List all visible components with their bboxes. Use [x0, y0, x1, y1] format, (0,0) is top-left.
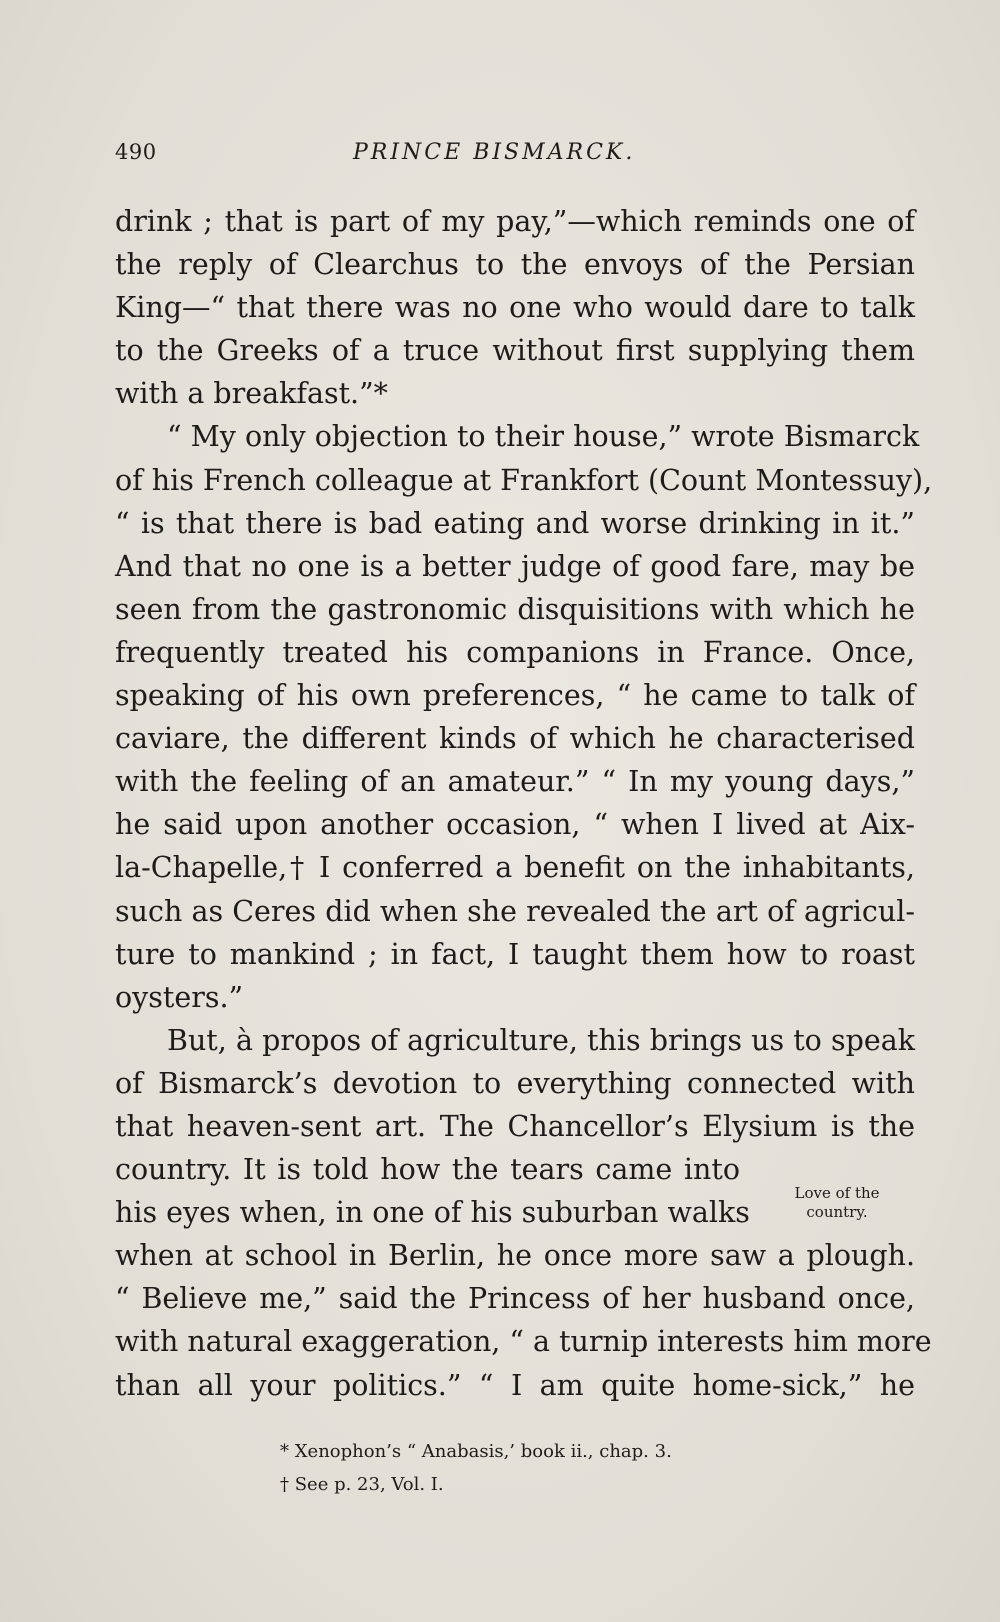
text-line: his eyes when, in one of his suburban walks: [115, 1196, 750, 1230]
text-line: caviare, the different kinds of which he characterised: [115, 722, 915, 756]
text-line: And that no one is a better judge of good fare, may be: [115, 549, 915, 583]
footnote: * Xenophon’s “ Anabasis,’ book ii., chap. 3.: [280, 1441, 672, 1462]
running-title: PRINCE BISMARCK.: [353, 140, 636, 165]
text-line: frequently treated his companions in France. Once,: [115, 635, 915, 669]
text-line: But, à propos of agriculture, this brings us to speak: [167, 1023, 915, 1057]
text-line: that heaven-sent art. The Chancellor’s Elysium is the: [115, 1109, 915, 1143]
text-line: King—“ that there was no one who would dare to talk: [115, 291, 915, 325]
page-number: 490: [115, 140, 157, 164]
text-line: the reply of Clearchus to the envoys of the Persian: [115, 248, 915, 282]
text-line: “ is that there is bad eating and worse drinking in it.”: [115, 506, 915, 540]
text-line: oysters.”: [115, 980, 244, 1014]
text-line: with natural exaggeration, “ a turnip interests him more: [115, 1325, 932, 1359]
text-line: of Bismarck’s devotion to everything connected with: [115, 1066, 915, 1100]
body-text: [115, 200, 933, 1407]
margin-note-line: Love of the: [794, 1184, 880, 1202]
text-line: he said upon another occasion, “ when I lived at Aix-: [115, 808, 915, 842]
text-line: with a breakfast.”*: [115, 377, 388, 411]
footnote: † See p. 23, Vol. I.: [280, 1474, 444, 1495]
text-line: when at school in Berlin, he once more saw a plough.: [115, 1239, 915, 1273]
text-line: drink ; that is part of my pay,”—which reminds one of: [115, 205, 915, 238]
text-line: than all your politics.” “ I am quite home-sick,” he: [115, 1368, 915, 1402]
text-line: seen from the gastronomic disquisitions with which he: [115, 592, 915, 626]
page-header: [115, 140, 915, 172]
text-line: country. It is told how the tears came into: [115, 1153, 740, 1187]
text-line: “ Believe me,” said the Princess of her husband once,: [115, 1282, 915, 1316]
text-line: to the Greeks of a truce without first supplying them: [115, 334, 915, 368]
text-line: “ My only objection to their house,” wrote Bismarck: [167, 420, 920, 454]
text-line: with the feeling of an amateur.” “ In my young days,”: [115, 765, 915, 799]
text-line: speaking of his own preferences, “ he came to talk of: [115, 679, 915, 713]
footnotes: [280, 1435, 880, 1501]
text-line: la-Chapelle,† I conferred a benefit on the inhabitants,: [115, 851, 915, 885]
text-line: such as Ceres did when she revealed the art of agricul-: [115, 894, 915, 928]
text-line: ture to mankind ; in fact, I taught them how to roast: [115, 937, 915, 971]
text-line: of his French colleague at Frankfort (Count Montessuy),: [115, 463, 933, 497]
margin-note: [772, 1184, 902, 1222]
margin-note-line: country.: [806, 1203, 868, 1221]
